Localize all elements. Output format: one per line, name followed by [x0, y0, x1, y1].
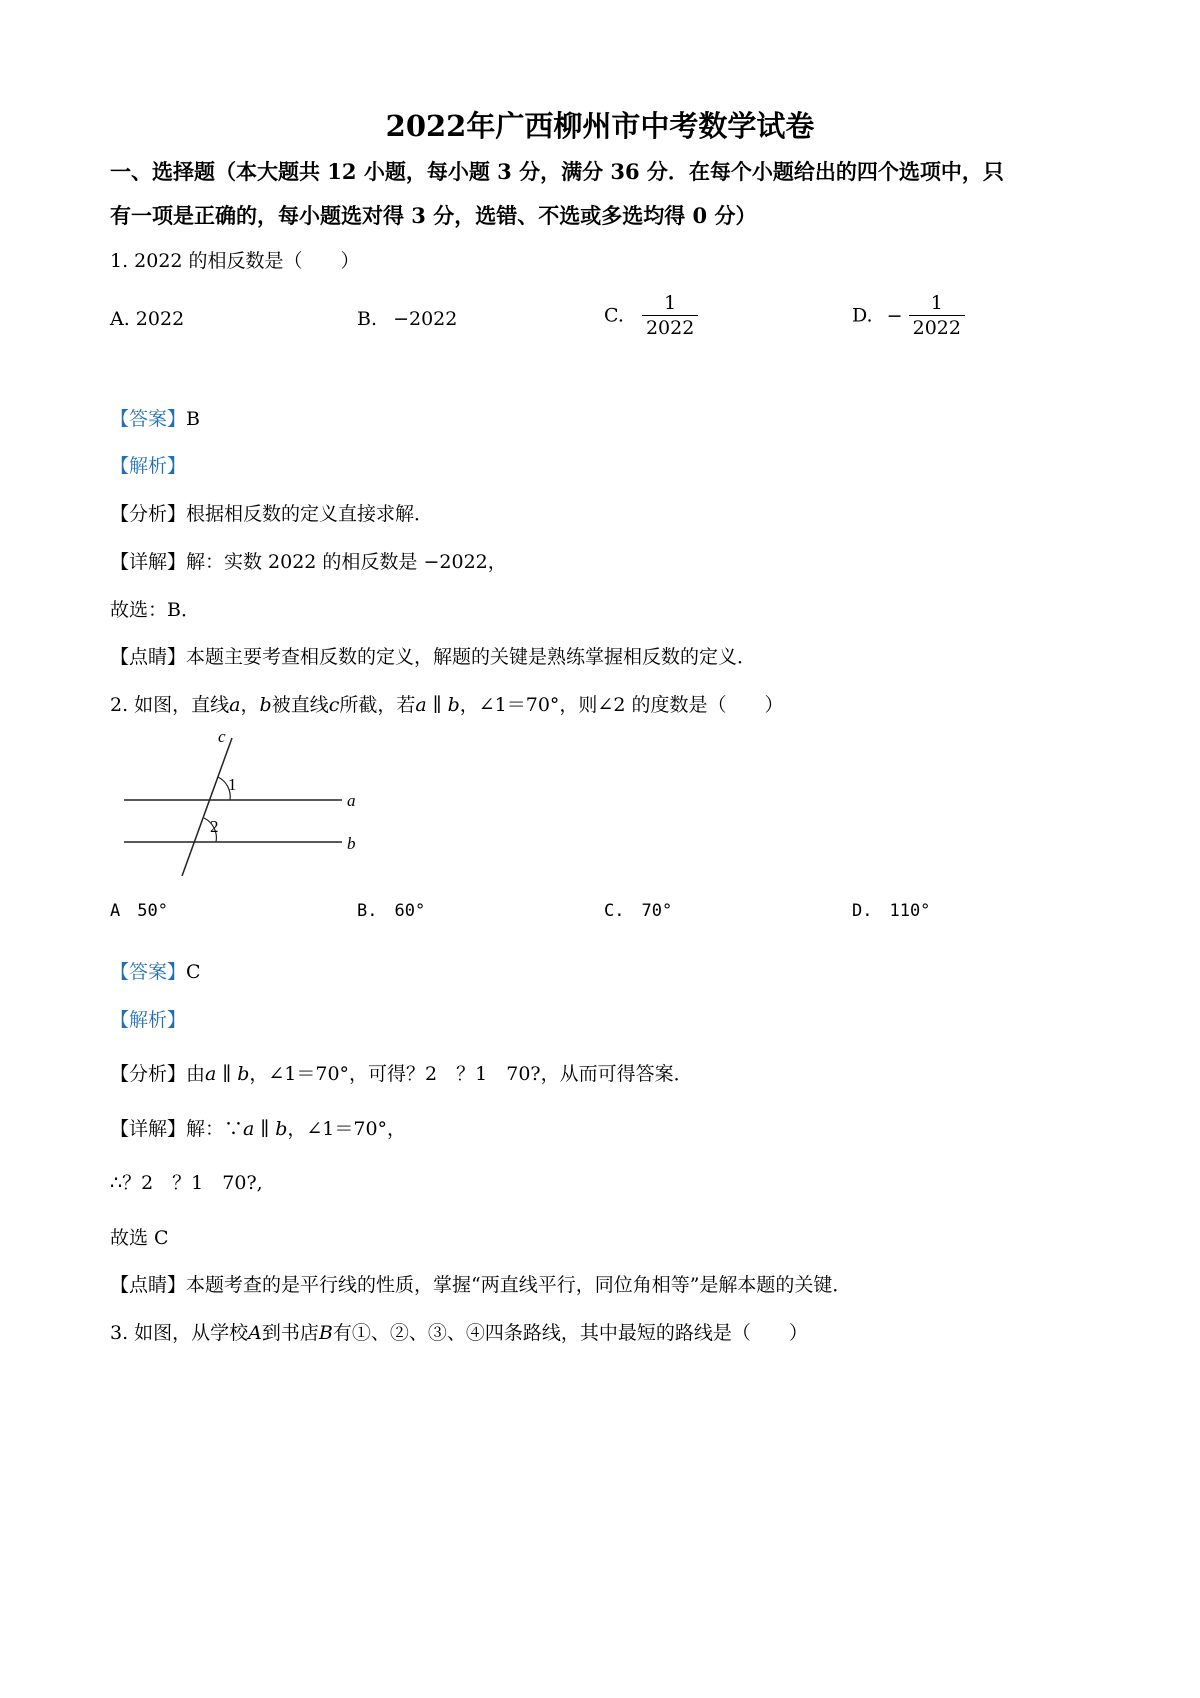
section-header-line1: 一、选择题（本大题共 12 小题，每小题 3 分，满分 36 分．在每个小题给出的四个选项中，只: [110, 159, 1004, 184]
q1-xiangjie: 【详解】解：实数 2022 的相反数是 −2022，: [110, 551, 507, 573]
q2-stem-rest: ，∠1＝70°，则∠2 的度数是（ ）: [459, 694, 784, 716]
q2-option-b: B. 60°: [357, 901, 426, 921]
q2-stem-mid2: 所截，若: [339, 694, 416, 716]
line-c: [182, 738, 232, 876]
q1-fenxi: 【分析】根据相反数的定义直接求解．: [110, 503, 434, 525]
q2-stem-mid: 被直线: [271, 694, 329, 716]
q2-answer-value: C: [186, 961, 201, 983]
q3-stem-mid: 到书店: [261, 1322, 319, 1344]
q1-option-d-sign: −: [886, 304, 903, 327]
figure-label-b: b: [347, 834, 356, 853]
q2-answer: [110, 957, 201, 984]
q2-xiangjie: [110, 1114, 406, 1141]
q2-fenxi-parallel: ∥: [216, 1063, 238, 1085]
q2-option-d: D. 110°: [852, 901, 931, 921]
question-2-stem: [110, 690, 783, 717]
q1-dianjing: 【点睛】本题主要考查相反数的定义，解题的关键是熟练掌握相反数的定义．: [110, 646, 757, 668]
q2-fenxi-rest: ，∠1＝70°，可得？2 ？1 70?，从而可得答案．: [249, 1063, 693, 1085]
q1-option-a: A. 2022: [110, 308, 185, 330]
q1-answer-value: B: [186, 408, 200, 430]
q1-option-b-label: B.: [357, 308, 378, 330]
q1-option-d-denominator: 2022: [912, 317, 961, 339]
q3-stem-var-A: A: [248, 1322, 262, 1344]
q2-option-a: A 50°: [110, 901, 168, 921]
q2-analysis-tag: 【解析】: [110, 1009, 187, 1031]
q2-stem-var-a: a: [229, 694, 241, 716]
q2-guxuan: 故选 C: [110, 1227, 169, 1249]
figure-label-c: c: [218, 730, 226, 746]
q1-option-d-numerator: 1: [909, 291, 965, 316]
q2-dianjing: 【点睛】本题考查的是平行线的性质，掌握“两直线平行，同位角相等”是解本题的关键．: [110, 1274, 852, 1296]
q1-analysis-tag: 【解析】: [110, 455, 187, 477]
q1-option-b: [357, 308, 457, 330]
q2-option-c: C. 70°: [604, 901, 673, 921]
q2-stem-var-a2: a: [415, 694, 427, 716]
page-title: 2022年广西柳州市中考数学试卷: [385, 109, 815, 143]
q2-xiangjie-prefix: 【详解】解：∵: [110, 1118, 244, 1140]
q2-stem-var-c: c: [328, 694, 340, 716]
q1-guxuan: 故选：B．: [110, 599, 200, 621]
q3-stem-prefix: 3. 如图，从学校: [110, 1322, 249, 1344]
q1-option-c: [604, 291, 698, 340]
q2-xiangjie-rest: ，∠1＝70°，: [287, 1118, 407, 1140]
q3-stem-var-B: B: [318, 1322, 333, 1344]
q1-option-d-label: D.: [852, 304, 873, 327]
q2-therefore: ∴？2 ？1 70?,: [110, 1172, 263, 1194]
figure-label-2: 2: [210, 817, 219, 836]
q2-xiangjie-var-a: a: [243, 1118, 255, 1140]
question-3-stem: [110, 1318, 808, 1345]
question-1-stem: 1. 2022 的相反数是（ ）: [110, 250, 360, 272]
q1-option-c-numerator: 1: [642, 291, 698, 316]
q2-answer-tag: 【答案】: [110, 961, 187, 983]
q2-xiangjie-var-b: b: [275, 1118, 288, 1140]
q1-option-c-label: C.: [604, 304, 624, 327]
q2-stem-parallel: ∥: [426, 694, 448, 716]
figure-label-a: a: [347, 791, 356, 810]
section-header-line2: 有一项是正确的，每小题选对得 3 分，选错、不选或多选均得 0 分）: [110, 203, 757, 228]
q2-fenxi: [110, 1059, 693, 1086]
q1-answer: [110, 404, 200, 431]
q1-option-d: [852, 291, 965, 340]
figure-label-1: 1: [228, 775, 237, 794]
q1-answer-tag: 【答案】: [110, 408, 187, 430]
q2-fenxi-var-b: b: [237, 1063, 250, 1085]
q2-stem-var-b: b: [259, 694, 272, 716]
q2-xiangjie-parallel: ∥: [254, 1118, 276, 1140]
parallel-lines-figure: [110, 730, 370, 880]
q1-option-c-fraction: [642, 291, 698, 340]
q2-stem-var-b2: b: [447, 694, 460, 716]
q1-option-b-value: −2022: [393, 308, 458, 330]
q2-stem-prefix: 2. 如图，直线: [110, 694, 230, 716]
q1-option-d-fraction: [909, 291, 965, 340]
q2-fenxi-var-a: a: [205, 1063, 217, 1085]
q1-option-c-denominator: 2022: [645, 317, 695, 339]
q2-stem-comma: ，: [240, 694, 260, 716]
q2-fenxi-prefix: 【分析】由: [110, 1063, 206, 1085]
q3-stem-rest: 有①、②、③、④四条路线，其中最短的路线是（ ）: [332, 1322, 808, 1344]
